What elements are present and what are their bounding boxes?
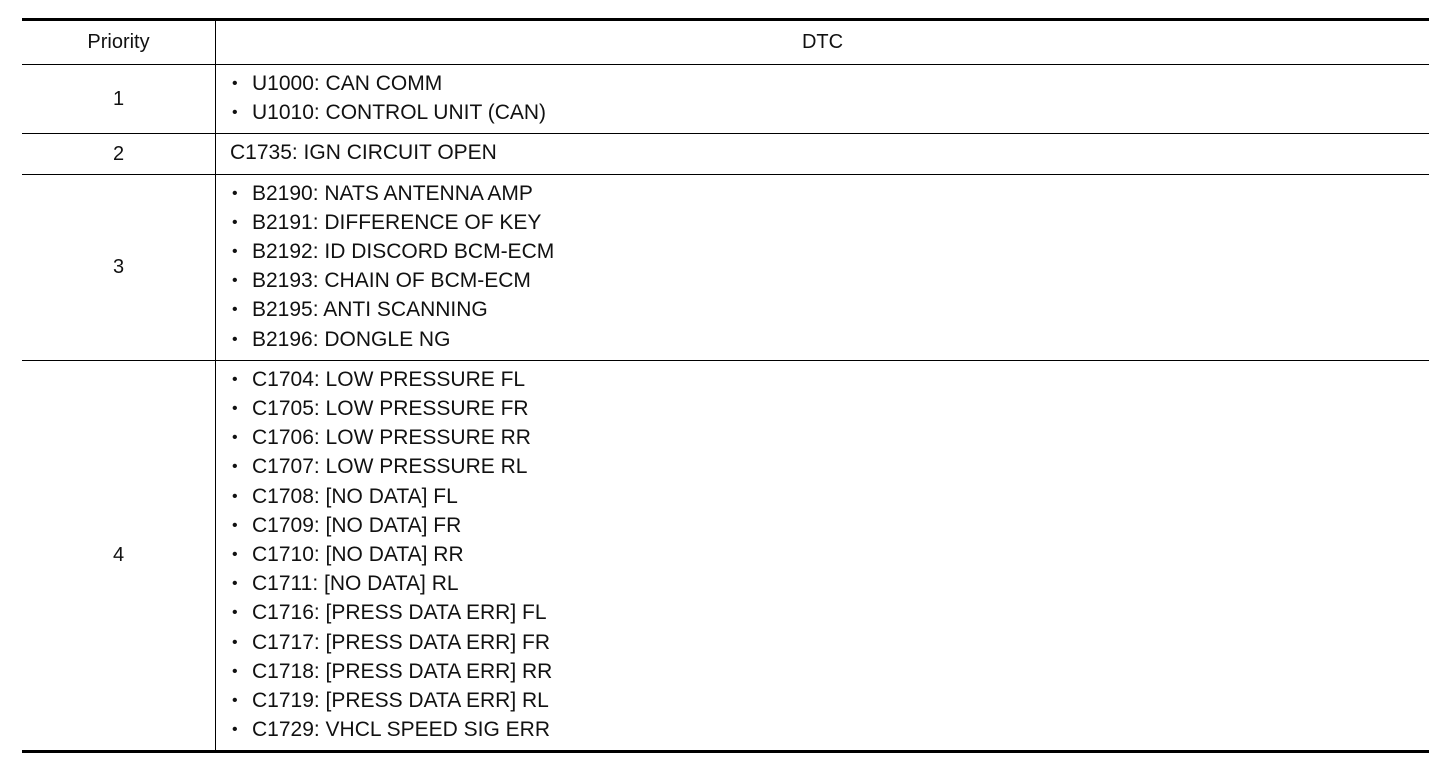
dtc-item: • B2192: ID DISCORD BCM-ECM: [230, 237, 1429, 266]
dtc-item: • C1718: [PRESS DATA ERR] RR: [230, 657, 1429, 686]
dtc-item: • C1717: [PRESS DATA ERR] FR: [230, 628, 1429, 657]
dtc-cell: [216, 361, 1429, 751]
priority-column-header: Priority: [22, 21, 216, 64]
dtc-column-header: DTC: [801, 30, 844, 53]
priority-cell: 2: [22, 134, 216, 173]
priority-cell: 4: [22, 361, 216, 751]
dtc-item: • C1707: LOW PRESSURE RL: [230, 452, 1429, 481]
dtc-cell: [216, 65, 1429, 133]
dtc-item: • C1719: [PRESS DATA ERR] RL: [230, 686, 1429, 715]
dtc-item: • C1709: [NO DATA] FR: [230, 511, 1429, 540]
priority-cell: 3: [22, 175, 216, 360]
dtc-item: • B2190: NATS ANTENNA AMP: [230, 179, 1429, 208]
dtc-item: • B2196: DONGLE NG: [230, 325, 1429, 354]
dtc-item: • C1716: [PRESS DATA ERR] FL: [230, 598, 1429, 627]
dtc-item: • C1705: LOW PRESSURE FR: [230, 394, 1429, 423]
dtc-priority-table: [22, 18, 1429, 753]
table-row-priority-2: [22, 133, 1429, 173]
dtc-item: • C1708: [NO DATA] FL: [230, 482, 1429, 511]
priority-cell: 1: [22, 65, 216, 133]
dtc-item: • B2193: CHAIN OF BCM-ECM: [230, 266, 1429, 295]
dtc-list: [230, 69, 1429, 127]
dtc-item: • C1710: [NO DATA] RR: [230, 540, 1429, 569]
dtc-item: • B2195: ANTI SCANNING: [230, 295, 1429, 324]
dtc-item: • C1711: [NO DATA] RL: [230, 569, 1429, 598]
dtc-cell: [216, 175, 1429, 360]
dtc-item: • C1704: LOW PRESSURE FL: [230, 365, 1429, 394]
dtc-item: • U1010: CONTROL UNIT (CAN): [230, 98, 1429, 127]
dtc-item: • C1729: VHCL SPEED SIG ERR: [230, 715, 1429, 744]
table-row-priority-4: [22, 360, 1429, 751]
table-row-priority-3: [22, 174, 1429, 360]
dtc-list: [230, 179, 1429, 354]
dtc-item: • C1706: LOW PRESSURE RR: [230, 423, 1429, 452]
dtc-cell: C1735: IGN CIRCUIT OPEN: [230, 141, 497, 165]
table-row-priority-1: [22, 64, 1429, 133]
dtc-list: [230, 365, 1429, 745]
dtc-item: • B2191: DIFFERENCE OF KEY: [230, 208, 1429, 237]
dtc-item: • U1000: CAN COMM: [230, 69, 1429, 98]
table-header-row: [22, 21, 1429, 64]
